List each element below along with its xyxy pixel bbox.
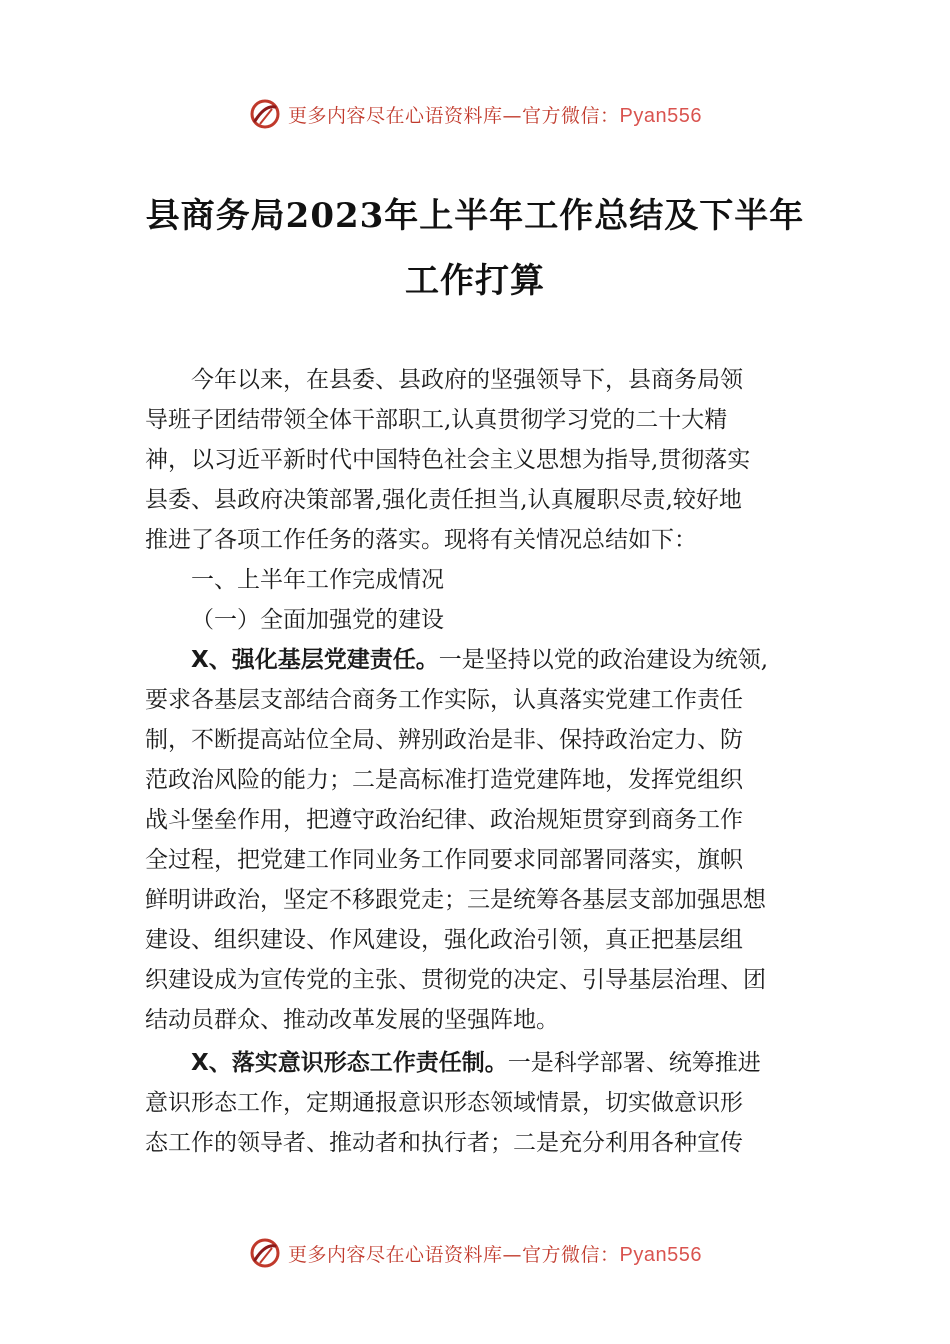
- para2-lead: X、落实意识形态工作责任制。: [191, 1050, 508, 1076]
- intro-line: 神，以习近平新时代中国特色社会主义思想为指导,贯彻落实: [145, 447, 751, 473]
- intro-line: 推进了各项工作任务的落实。现将有关情况总结如下：: [145, 527, 697, 553]
- para1-line: 制，不断提高站位全局、辨别政治是非、保持政治定力、防: [145, 727, 743, 753]
- para1-line: 织建设成为宣传党的主张、贯彻党的决定、引导基层治理、团: [145, 967, 766, 993]
- banner-text: 更多内容尽在心语资料库—官方微信：Pyan556: [288, 1243, 702, 1266]
- para2-first-line: [145, 1043, 825, 1083]
- subsection-heading: （一）全面加强党的建设: [191, 607, 444, 633]
- para1-lead: X、强化基层党建责任。: [191, 647, 439, 673]
- wechat-id: Pyan556: [619, 104, 702, 127]
- para2-line: 意识形态工作，定期通报意识形态领域情景，切实做意识形: [145, 1090, 743, 1116]
- document-title-line-1: 县商务局2023年上半年工作总结及下半年: [145, 196, 805, 236]
- para1-line: 建设、组织建设、作风建设，强化政治引领，真正把基层组: [145, 927, 743, 953]
- intro-line: 导班子团结带领全体干部职工,认真贯彻学习党的二十大精: [145, 407, 728, 433]
- intro-line: 县委、县政府决策部署,强化责任担当,认真履职尽责,较好地: [145, 487, 742, 513]
- para2-first-rest: 一是科学部署、统筹推进: [507, 1050, 761, 1076]
- para1-line: 战斗堡垒作用，把遵守政治纪律、政治规矩贯穿到商务工作: [145, 807, 743, 833]
- para1-line: 鲜明讲政治，坚定不移跟党走；三是统筹各基层支部加强思想: [145, 887, 766, 913]
- intro-line: 今年以来，在县委、县政府的坚强领导下，县商务局领: [145, 367, 743, 393]
- document-body: [145, 360, 825, 1163]
- para1-first-rest: 一是坚持以党的政治建设为统领,: [438, 647, 769, 673]
- section-heading: 一、上半年工作完成情况: [191, 567, 444, 593]
- para1-line: 要求各基层支部结合商务工作实际，认真落实党建工作责任: [145, 687, 743, 713]
- para1-line: 全过程，把党建工作同业务工作同要求同部署同落实，旗帜: [145, 847, 743, 873]
- brush-logo-icon: [248, 97, 282, 131]
- document-title-line-2: 工作打算: [405, 261, 545, 301]
- wechat-id: Pyan556: [619, 1243, 702, 1266]
- brush-logo-icon: [248, 1236, 282, 1270]
- footer-banner: [0, 1233, 950, 1273]
- para1-first-line: [145, 640, 825, 680]
- para1-line: 结动员群众、推动改革发展的坚强阵地。: [145, 1007, 559, 1033]
- header-banner: [0, 94, 950, 134]
- banner-text: 更多内容尽在心语资料库—官方微信：Pyan556: [288, 104, 702, 127]
- para2-line: 态工作的领导者、推动者和执行者；二是充分利用各种宣传: [145, 1130, 743, 1156]
- para1-line: 范政治风险的能力；二是高标准打造党建阵地，发挥党组织: [145, 767, 743, 793]
